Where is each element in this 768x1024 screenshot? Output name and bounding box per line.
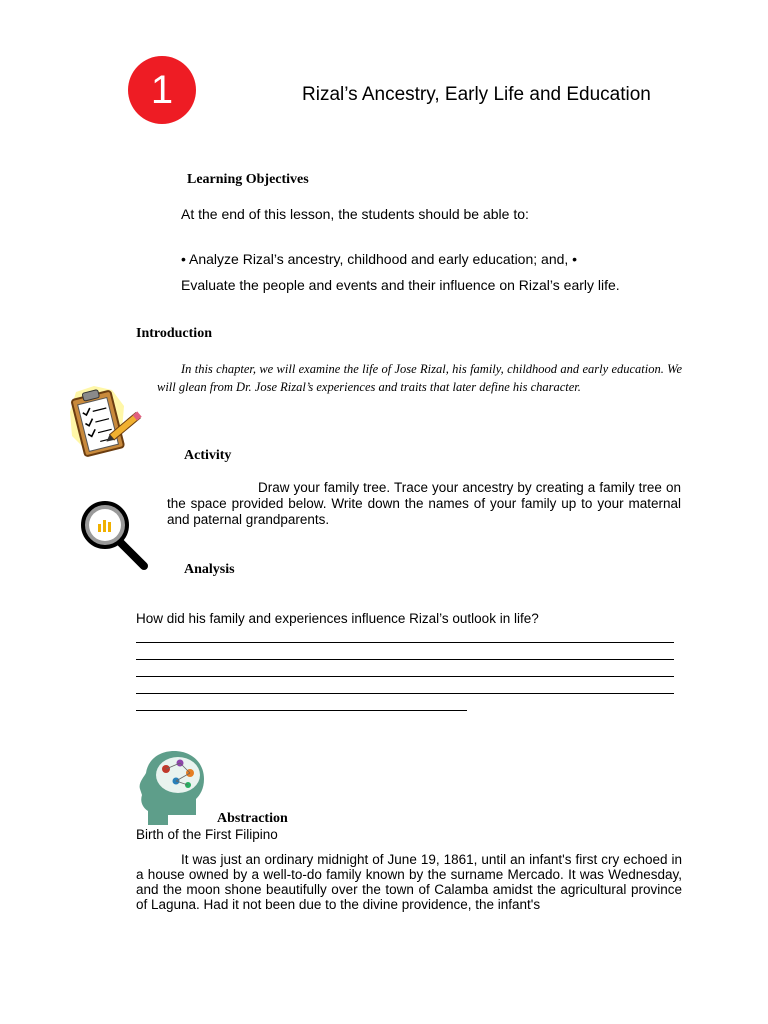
chapter-title: Rizal’s Ancestry, Early Life and Education [302, 84, 651, 105]
abstraction-heading: Abstraction [217, 811, 288, 826]
activity-heading: Activity [184, 448, 232, 463]
answer-line[interactable] [136, 693, 674, 694]
abstraction-subheading: Birth of the First Filipino [136, 827, 278, 842]
activity-text: Draw your family tree. Trace your ancestry by creating a family tree on the space provided below. Write down the names of your family up to your maternal and paternal grandparents. [167, 480, 681, 527]
learning-objectives-heading: Learning Objectives [187, 172, 309, 187]
magnifying-glass-chart-icon [78, 498, 150, 572]
introduction-heading: Introduction [136, 326, 212, 341]
answer-line[interactable] [136, 710, 467, 711]
answer-line[interactable] [136, 642, 674, 643]
objectives-intro: At the end of this lesson, the students should be able to: [181, 206, 529, 222]
introduction-text: In this chapter, we will examine the life of Jose Rizal, his family, childhood and early education. We will glean from Dr. Jose Rizal’s experiences and traits that later define his character. [157, 362, 682, 394]
objectives-bullet-line-1: • Analyze Rizal’s ancestry, childhood and early education; and, • [181, 251, 578, 267]
answer-line[interactable] [136, 676, 674, 677]
abstraction-paragraph: It was just an ordinary midnight of June 19, 1861, until an infant's first cry echoed in a house owned by a well-to-do family known by the surname Mercado. It was Wednesday, and the moon shone beautifully over the town of Calamba amidst the agricultural province of Laguna. Had it not been due to the divine providence, the infant's [136, 852, 682, 912]
clipboard-checklist-icon [64, 382, 146, 462]
objectives-bullet-line-2: Evaluate the people and events and their influence on Rizal’s early life. [181, 277, 620, 293]
chapter-number-badge: 1 [128, 56, 196, 124]
answer-line[interactable] [136, 659, 674, 660]
analysis-question: How did his family and experiences influence Rizal’s outlook in life? [136, 611, 539, 626]
analysis-heading: Analysis [184, 562, 235, 577]
head-thinking-icon [138, 749, 208, 827]
